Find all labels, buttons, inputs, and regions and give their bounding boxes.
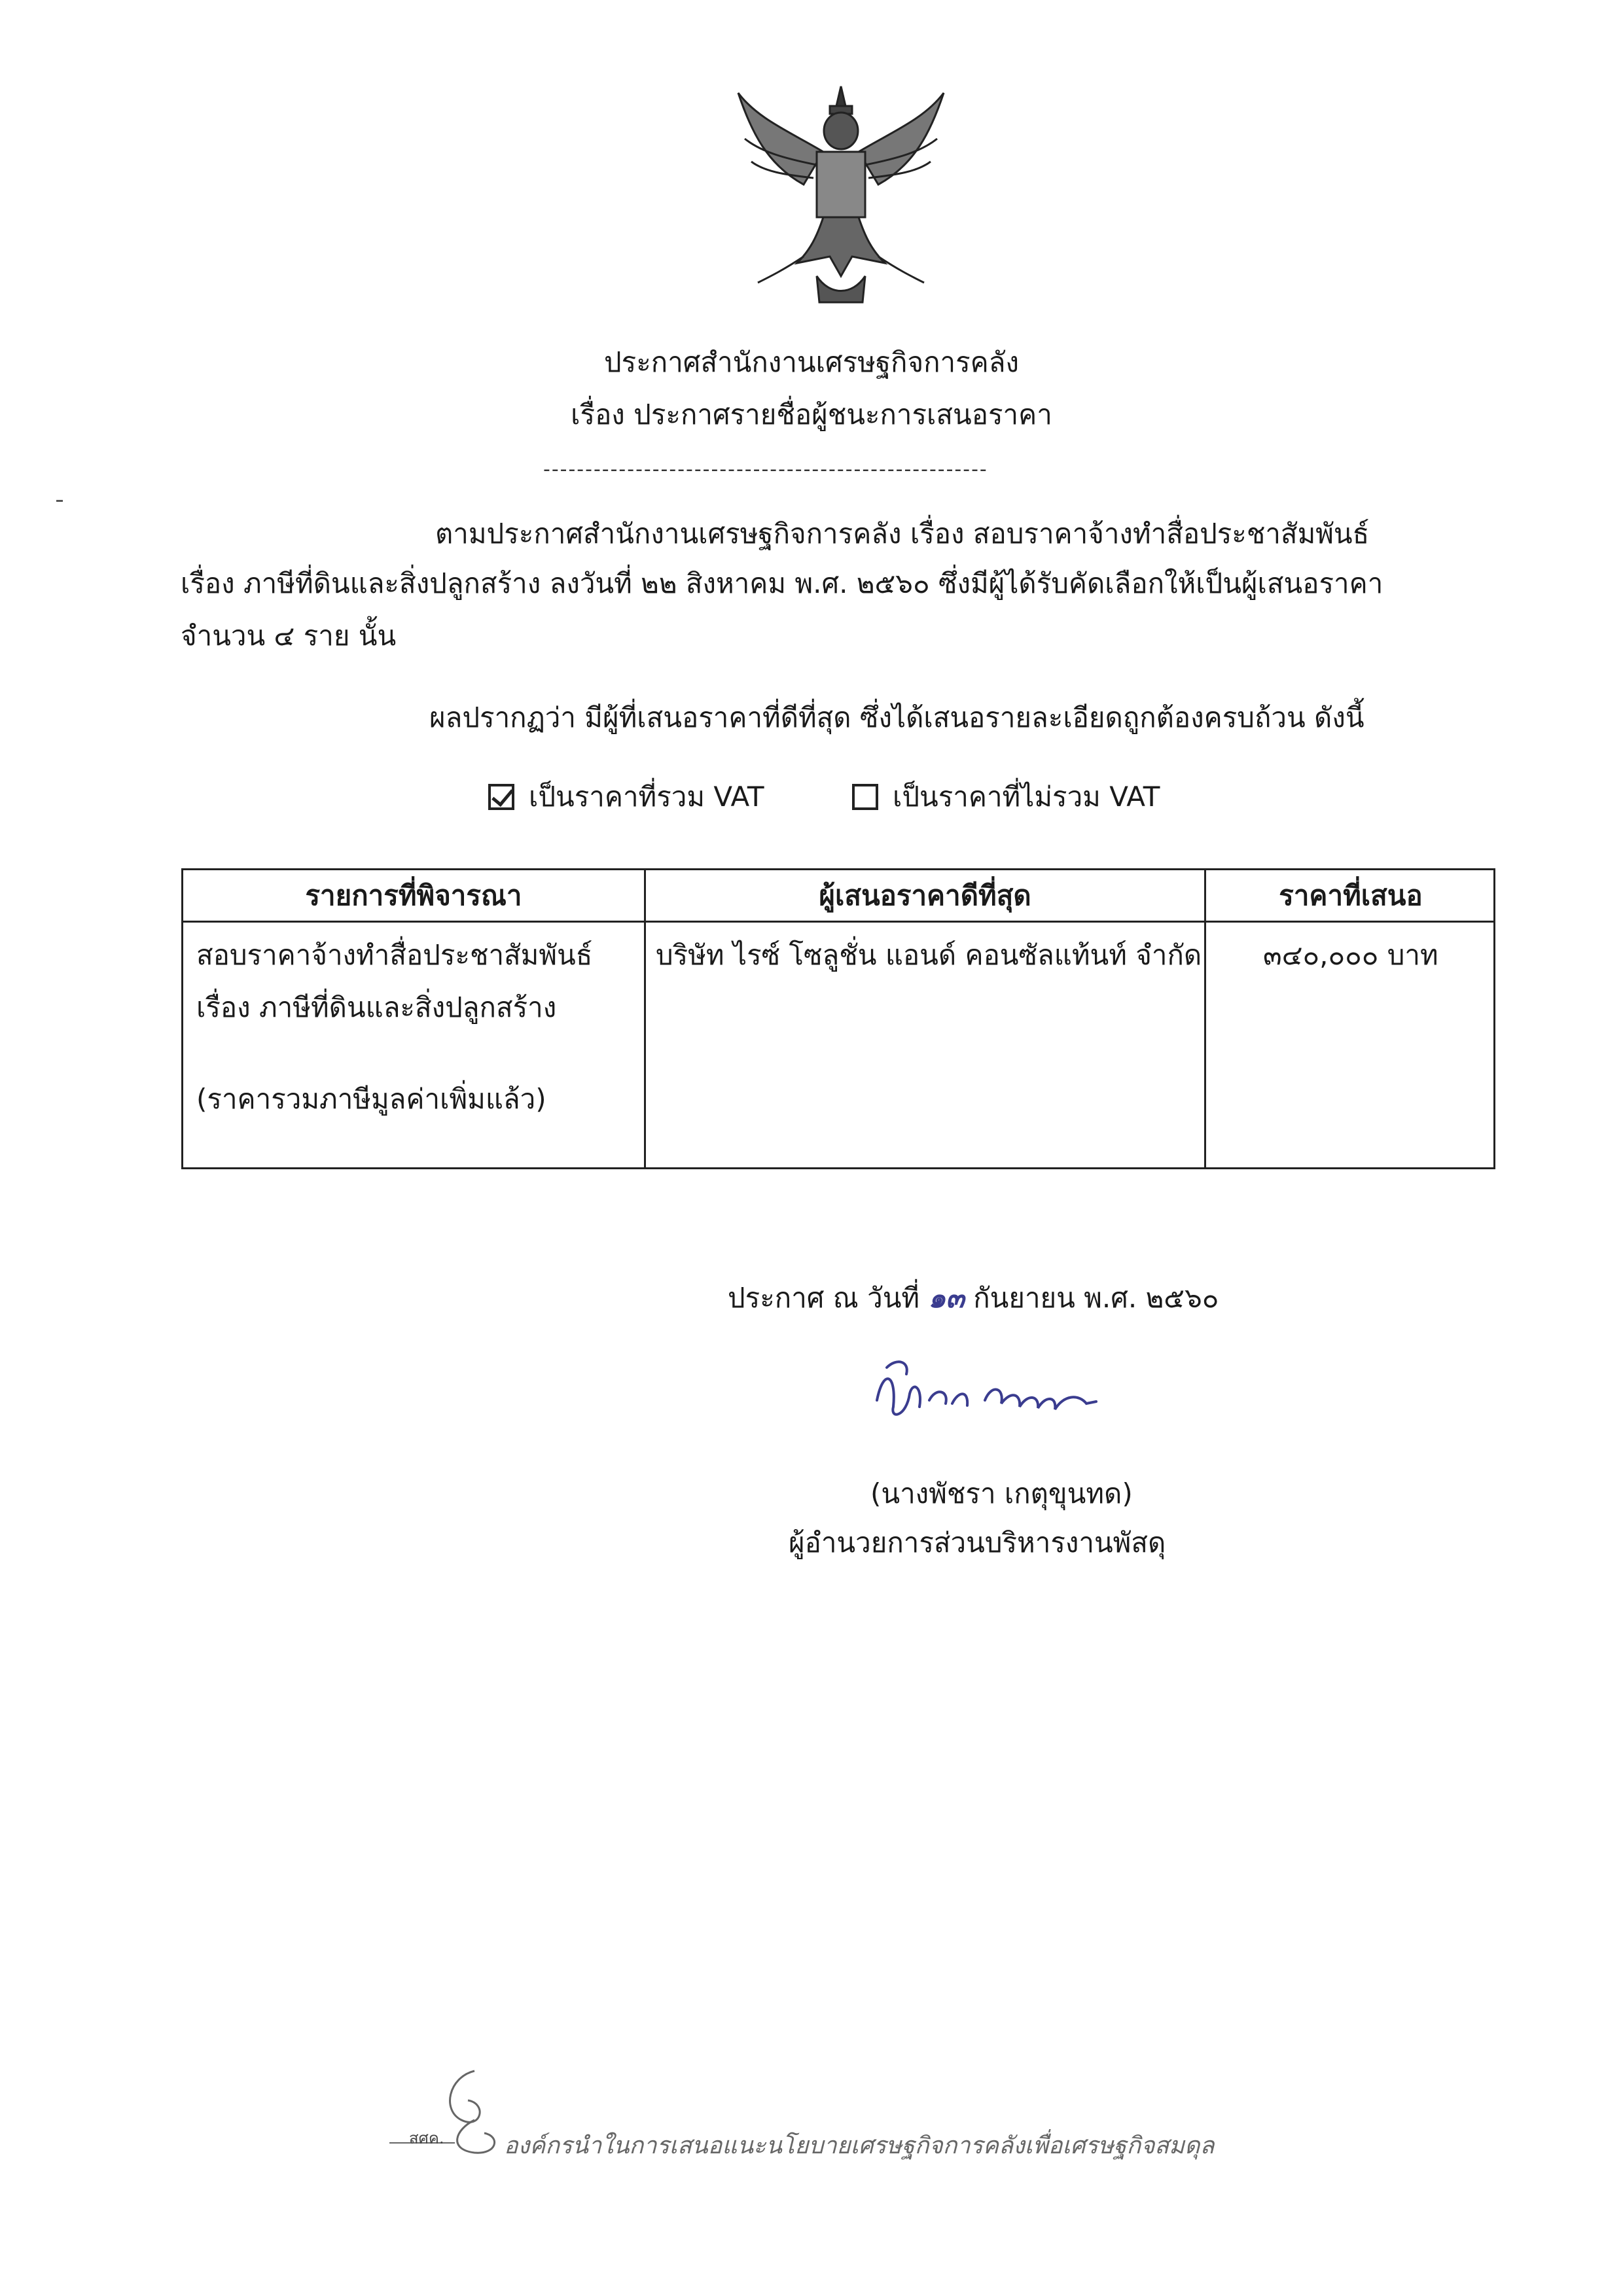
- vat-excluded-label: เป็นราคาที่ไม่รวม VAT: [893, 781, 1160, 813]
- vat-included-label: เป็นราคาที่รวม VAT: [529, 781, 764, 813]
- table-cell-bidder: บริษัท ไรซ์ โซลูชั่น แอนด์ คอนซัลแท้นท์ จำกัด: [656, 939, 1202, 971]
- paragraph-2: ผลปรากฏว่า มีผู้ที่เสนอราคาที่ดีที่สุด ซึ่งได้เสนอรายละเอียดถูกต้องครบถ้วน ดังนี้: [429, 701, 1364, 733]
- document-title: ประกาศสำนักงานเศรษฐกิจการคลัง: [604, 346, 1019, 378]
- table-header-price: ราคาที่เสนอ: [1279, 879, 1423, 911]
- paragraph-1-line-1: ตามประกาศสำนักงานเศรษฐกิจการคลัง เรื่อง สอบราคาจ้างทำสื่อประชาสัมพันธ์: [435, 518, 1370, 550]
- table-cell-item-note: (ราคารวมภาษีมูลค่าเพิ่มแล้ว): [196, 1083, 546, 1115]
- footer-slogan: องค์กรนำในการเสนอแนะนโยบายเศรษฐกิจการคลังเพื่อเศรษฐกิจสมดุล: [504, 2132, 1215, 2159]
- document-subject: เรื่อง ประกาศรายชื่อผู้ชนะการเสนอราคา: [571, 398, 1052, 431]
- vat-excluded-option[interactable]: [852, 779, 1160, 815]
- result-table: [181, 868, 1495, 1169]
- table-cell-price: ๓๔๐,๐๐๐ บาท: [1263, 939, 1438, 971]
- garuda-emblem-icon: [732, 80, 950, 306]
- table-cell-item-line-1: สอบราคาจ้างทำสื่อประชาสัมพันธ์: [196, 939, 593, 971]
- signer-title: ผู้อำนวยการส่วนบริหารงานพัสดุ: [789, 1527, 1166, 1559]
- scan-mark: [56, 500, 63, 502]
- signature-image: [870, 1354, 1106, 1433]
- paragraph-1-line-3: จำนวน ๔ ราย นั้น: [181, 620, 397, 652]
- table-header-bidder: ผู้เสนอราคาดีที่สุด: [819, 879, 1031, 911]
- title-divider: -----------------------------------------------------: [543, 458, 988, 481]
- paragraph-1-line-2: เรื่อง ภาษีที่ดินและสิ่งปลูกสร้าง ลงวันที่ ๒๒ สิงหาคม พ.ศ. ๒๕๖๐ ซึ่งมีผู้ได้รับคัดเลือกให้เป็นผู้เสนอราคา: [181, 567, 1383, 599]
- announcement-prefix: ประกาศ ณ วันที่: [728, 1282, 920, 1314]
- unchecked-checkbox-icon[interactable]: [852, 784, 878, 810]
- announcement-date: [728, 1280, 1219, 1316]
- table-cell-item-line-2: เรื่อง ภาษีที่ดินและสิ่งปลูกสร้าง: [196, 991, 557, 1023]
- announcement-month-year: กันยายน พ.ศ. ๒๕๖๐: [973, 1282, 1219, 1314]
- checked-checkbox-icon[interactable]: [488, 784, 514, 810]
- table-header-divider: [183, 921, 1493, 923]
- signer-name: (นางพัชรา เกตุขุนทด): [870, 1477, 1133, 1510]
- table-header-item: รายการที่พิจารณา: [305, 879, 522, 911]
- announcement-day: ๑๓: [928, 1282, 965, 1314]
- footer-logo-abbr: สศค.: [409, 2129, 444, 2147]
- vat-included-option[interactable]: [488, 779, 764, 815]
